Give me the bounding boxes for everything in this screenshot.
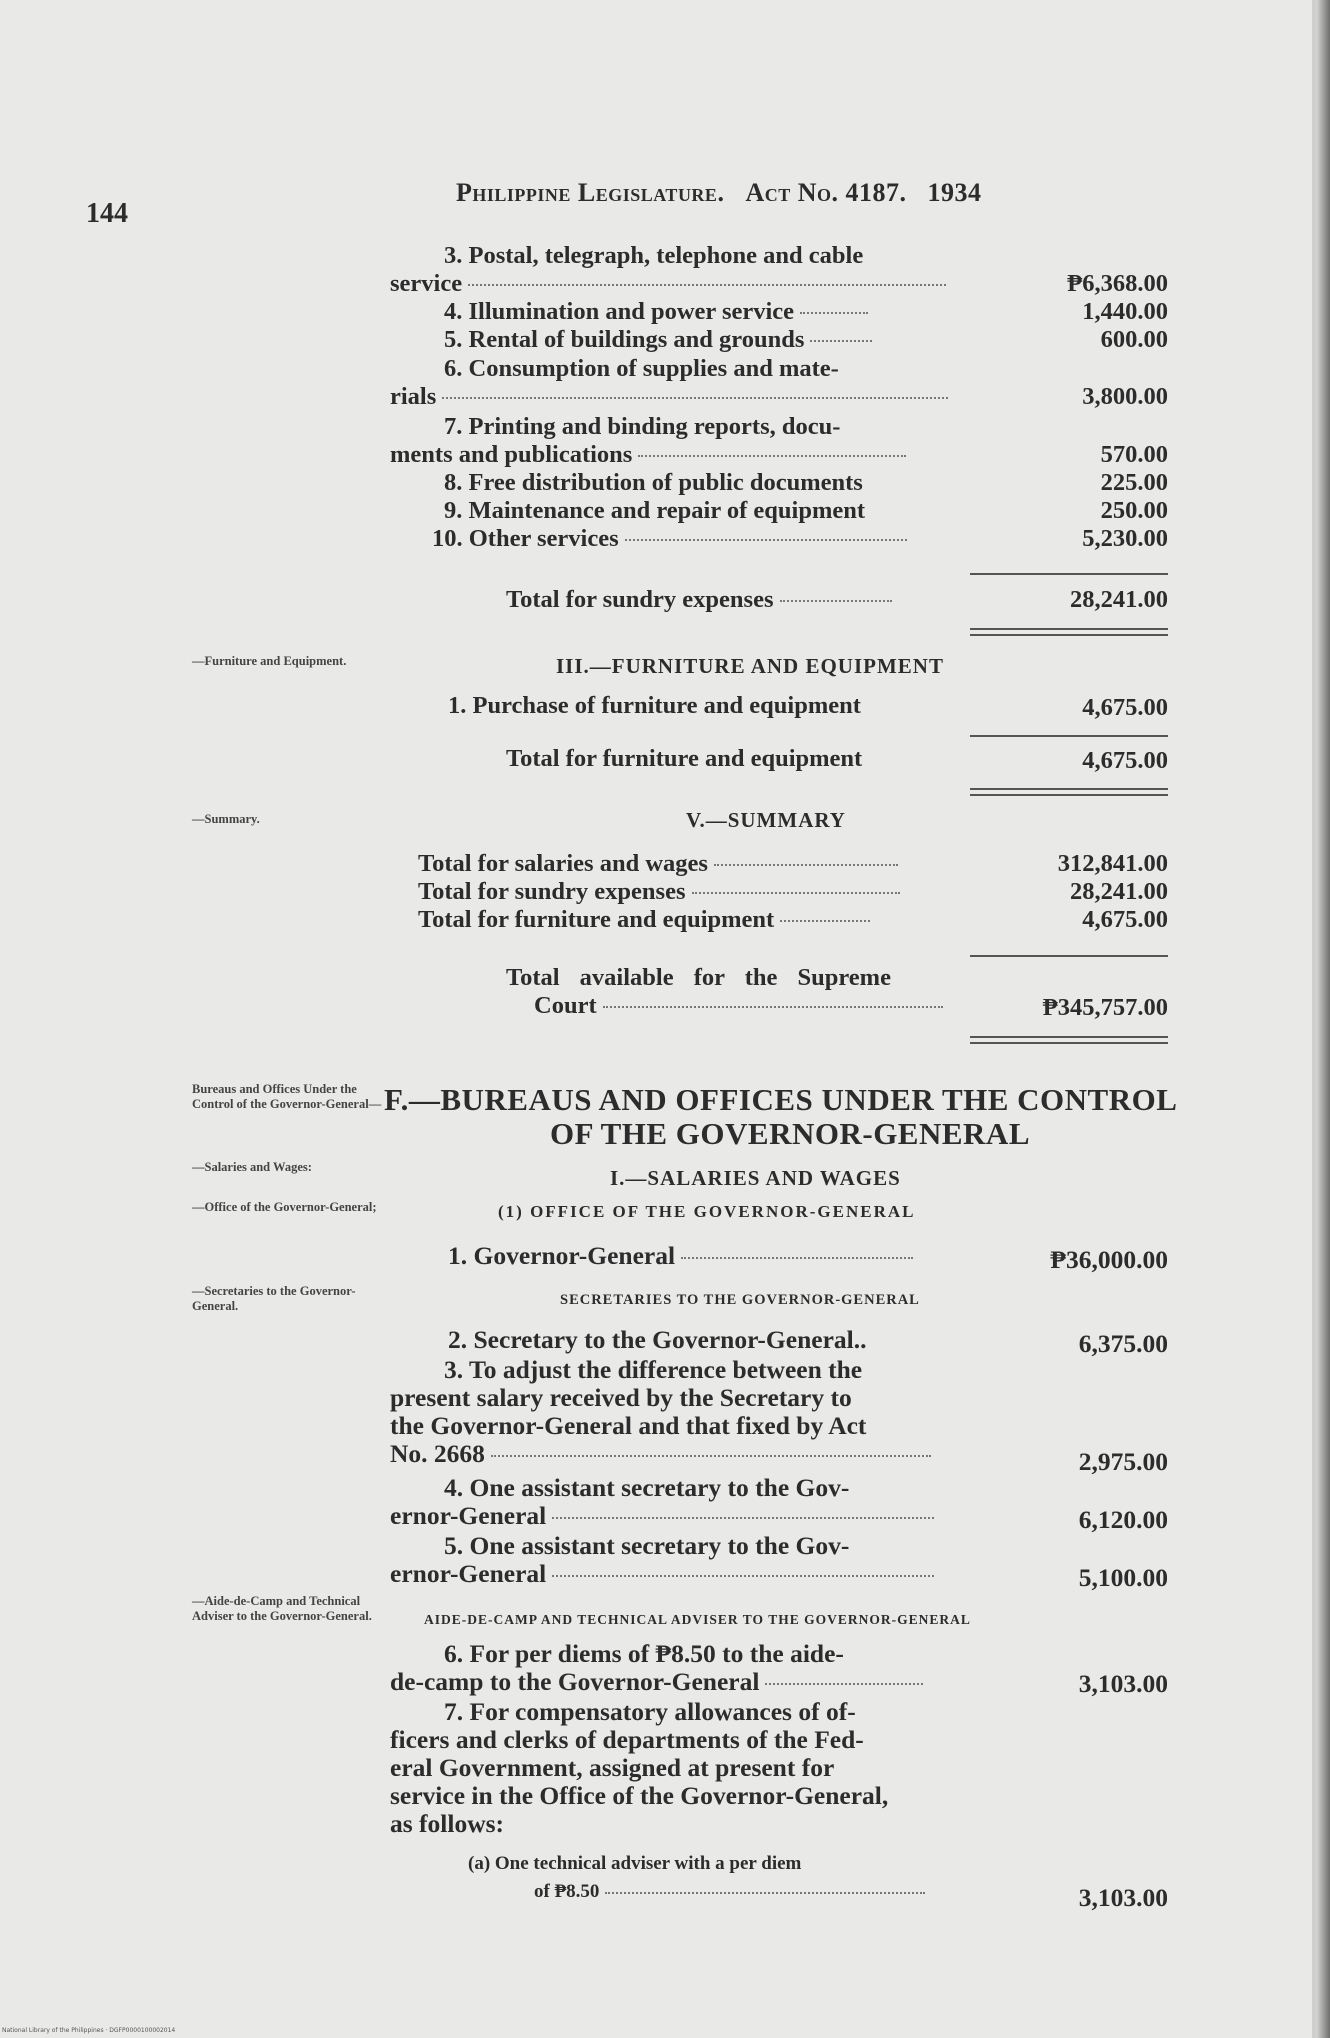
sundry-item-6-line1: 6. Consumption of supplies and mate-: [444, 355, 839, 382]
margin-note-bureaus: Bureaus and Offices Under the Control of the Governor-General—: [192, 1082, 382, 1111]
item-assistant-2-amount: 5,100.00: [1078, 1563, 1168, 1592]
item-assistant-1-line1: 4. One assistant secretary to the Gov-: [444, 1473, 850, 1502]
margin-note-furniture: —Furniture and Equipment.: [192, 654, 347, 668]
grand-total-line2: Court: [534, 992, 943, 1020]
running-head-title: Philippine Legislature.: [456, 178, 725, 207]
double-rule: [970, 1036, 1168, 1044]
item-per-diems-line1: 6. For per diems of ₱8.50 to the aide-: [444, 1639, 844, 1668]
item-adjust-line1: 3. To adjust the difference between the: [444, 1355, 863, 1384]
page-edge: [1316, 0, 1330, 2038]
margin-note-salaries: —Salaries and Wages:: [192, 1160, 312, 1174]
sundry-item-7-line1: 7. Printing and binding reports, docu-: [444, 413, 841, 440]
furniture-total: 4,675.00: [1082, 747, 1168, 774]
item-per-diems-line2: de-camp to the Governor-General: [390, 1668, 923, 1696]
double-rule: [970, 788, 1168, 796]
summary-row-salaries-amount: 312,841.00: [1057, 850, 1168, 877]
item-adjust-amount: 2,975.00: [1078, 1447, 1168, 1476]
summary-row-furniture-amount: 4,675.00: [1082, 906, 1168, 933]
item-per-diems-amount: 3,103.00: [1078, 1669, 1168, 1698]
page-number: 144: [86, 198, 128, 229]
item-technical-adviser-amount: 3,103.00: [1078, 1883, 1168, 1912]
summary-heading: V.—SUMMARY: [686, 808, 846, 832]
sundry-item-5: 5. Rental of buildings and grounds: [444, 326, 872, 354]
item-technical-adviser-line1: (a) One technical adviser with a per diem: [468, 1853, 802, 1874]
furniture-item-1-amount: 4,675.00: [1082, 694, 1168, 721]
sundry-item-6-amount: 3,800.00: [1082, 383, 1168, 410]
furniture-item-1: 1. Purchase of furniture and equipment: [448, 692, 861, 719]
sundry-total-label: Total for sundry expenses: [506, 586, 892, 614]
rule: [970, 735, 1168, 737]
furniture-total-label: Total for furniture and equipment: [506, 745, 863, 772]
running-head-act: Act No. 4187.: [745, 178, 907, 207]
sundry-item-5-amount: 600.00: [1100, 326, 1168, 353]
grand-total: ₱345,757.00: [1042, 994, 1168, 1021]
salaries-heading: I.—SALARIES AND WAGES: [610, 1166, 901, 1190]
item-compensatory-line4: service in the Office of the Governor-General,: [390, 1781, 889, 1810]
bureaus-heading-line1: F.—BUREAUS AND OFFICES UNDER THE CONTROL: [384, 1082, 1178, 1117]
margin-note-summary: —Summary.: [192, 812, 260, 826]
aide-heading: AIDE-DE-CAMP AND TECHNICAL ADVISER TO THE GOVERNOR-GENERAL: [424, 1612, 971, 1627]
item-technical-adviser-line2: of ₱8.50: [534, 1878, 925, 1906]
item-compensatory-line5: as follows:: [390, 1809, 505, 1838]
sundry-item-6-line2: rials: [390, 383, 948, 411]
item-assistant-2-line2: ernor-General: [390, 1560, 934, 1588]
item-compensatory-line1: 7. For compensatory allowances of of-: [444, 1697, 856, 1726]
item-assistant-1-amount: 6,120.00: [1078, 1505, 1168, 1534]
bureaus-heading-line2: OF THE GOVERNOR-GENERAL: [550, 1116, 1030, 1151]
sundry-item-8-amount: 225.00: [1100, 469, 1168, 496]
margin-note-office: —Office of the Governor-General;: [192, 1200, 377, 1214]
running-head: [456, 178, 982, 208]
sundry-item-3-amount: ₱6,368.00: [1067, 270, 1168, 297]
item-adjust-line4: No. 2668: [390, 1440, 931, 1468]
item-secretary-amount: 6,375.00: [1078, 1329, 1168, 1358]
item-adjust-line2: present salary received by the Secretary to: [390, 1383, 852, 1412]
running-head-year: 1934: [927, 178, 982, 207]
sundry-item-4: 4. Illumination and power service: [444, 298, 868, 326]
item-assistant-2-line1: 5. One assistant secretary to the Gov-: [444, 1531, 850, 1560]
margin-note-aide: —Aide-de-Camp and Technical Adviser to the Governor-General.: [192, 1594, 372, 1623]
sundry-item-7-amount: 570.00: [1100, 441, 1168, 468]
item-adjust-line3: the Governor-General and that fixed by Act: [390, 1411, 867, 1440]
summary-row-sundry: Total for sundry expenses: [418, 878, 900, 906]
sundry-item-9: 9. Maintenance and repair of equipment: [444, 497, 866, 524]
double-rule: [970, 628, 1168, 636]
rule: [970, 573, 1168, 575]
item-compensatory-line2: ficers and clerks of departments of the Fed-: [390, 1725, 864, 1754]
sundry-item-8: 8. Free distribution of public documents: [444, 469, 863, 496]
scan-footer: National Library of the Philippines · DGFP0000100002014: [2, 2027, 176, 2034]
sundry-item-9-amount: 250.00: [1100, 497, 1168, 524]
item-assistant-1-line2: ernor-General: [390, 1502, 934, 1530]
sundry-item-4-amount: 1,440.00: [1082, 298, 1168, 325]
sundry-total: 28,241.00: [1070, 586, 1168, 613]
secretaries-heading: SECRETARIES TO THE GOVERNOR-GENERAL: [560, 1292, 920, 1308]
item-governor-general: 1. Governor-General: [448, 1242, 913, 1270]
item-secretary: 2. Secretary to the Governor-General..: [448, 1325, 867, 1354]
office-heading: (1) OFFICE OF THE GOVERNOR-GENERAL: [498, 1202, 916, 1221]
furniture-heading: III.—FURNITURE AND EQUIPMENT: [556, 654, 944, 678]
sundry-item-3-line1: 3. Postal, telegraph, telephone and cable: [444, 242, 864, 269]
grand-total-line1: Total available for the Supreme: [506, 964, 891, 991]
sundry-item-10: 10. Other services: [432, 525, 907, 553]
rule: [970, 955, 1168, 957]
sundry-item-10-amount: 5,230.00: [1082, 525, 1168, 552]
item-compensatory-line3: eral Government, assigned at present for: [390, 1753, 835, 1782]
item-governor-general-amount: ₱36,000.00: [1050, 1245, 1168, 1274]
summary-row-salaries: Total for salaries and wages: [418, 850, 898, 878]
margin-note-secretaries: —Secretaries to the Governor-General.: [192, 1284, 356, 1313]
summary-row-furniture: Total for furniture and equipment: [418, 906, 870, 934]
sundry-item-7-line2: ments and publications: [390, 441, 906, 469]
summary-row-sundry-amount: 28,241.00: [1070, 878, 1168, 905]
sundry-item-3-line2: service: [390, 270, 946, 298]
